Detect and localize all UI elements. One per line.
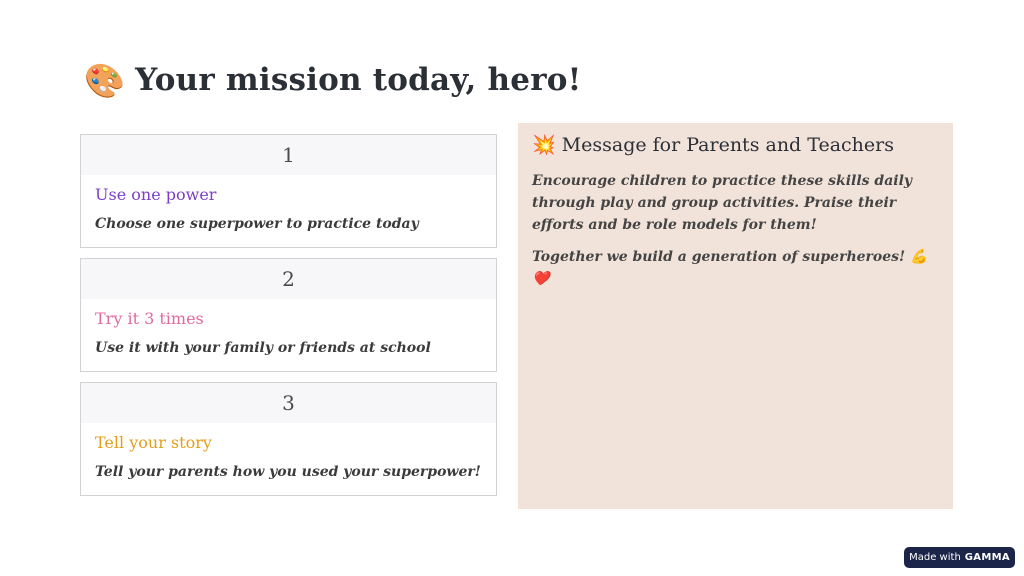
step-card-3 bbox=[80, 382, 497, 496]
step-description: Use it with your family or friends at school bbox=[95, 340, 431, 356]
mission-steps bbox=[80, 134, 497, 506]
panel-title-text: Message for Parents and Teachers bbox=[561, 133, 894, 156]
gamma-logo: GAMMA bbox=[964, 552, 1010, 563]
step-heading: Tell your story bbox=[95, 433, 212, 452]
step-card-2 bbox=[80, 258, 497, 372]
step-number: 1 bbox=[81, 135, 496, 175]
step-description: Choose one superpower to practice today bbox=[95, 216, 419, 232]
parents-message-panel bbox=[518, 123, 953, 509]
collision-icon: 💥 bbox=[532, 134, 556, 156]
made-with-gamma-badge[interactable] bbox=[904, 547, 1015, 568]
step-heading: Try it 3 times bbox=[95, 309, 204, 328]
step-heading: Use one power bbox=[95, 185, 217, 204]
panel-paragraph: Encourage children to practice these skills daily through play and group activities. Praise their efforts and be role models for them! bbox=[532, 173, 913, 233]
page-title bbox=[84, 62, 581, 98]
step-number: 3 bbox=[81, 383, 496, 423]
page-title-text: Your mission today, hero! bbox=[135, 62, 582, 98]
step-number: 2 bbox=[81, 259, 496, 299]
panel-title bbox=[532, 133, 939, 156]
badge-prefix: Made with bbox=[909, 552, 961, 563]
panel-closing-line: Together we build a generation of superheroes! 💪❤️ bbox=[532, 249, 928, 287]
palette-icon: 🎨 bbox=[84, 60, 126, 100]
step-card-1 bbox=[80, 134, 497, 248]
step-description: Tell your parents how you used your superpower! bbox=[95, 464, 481, 480]
